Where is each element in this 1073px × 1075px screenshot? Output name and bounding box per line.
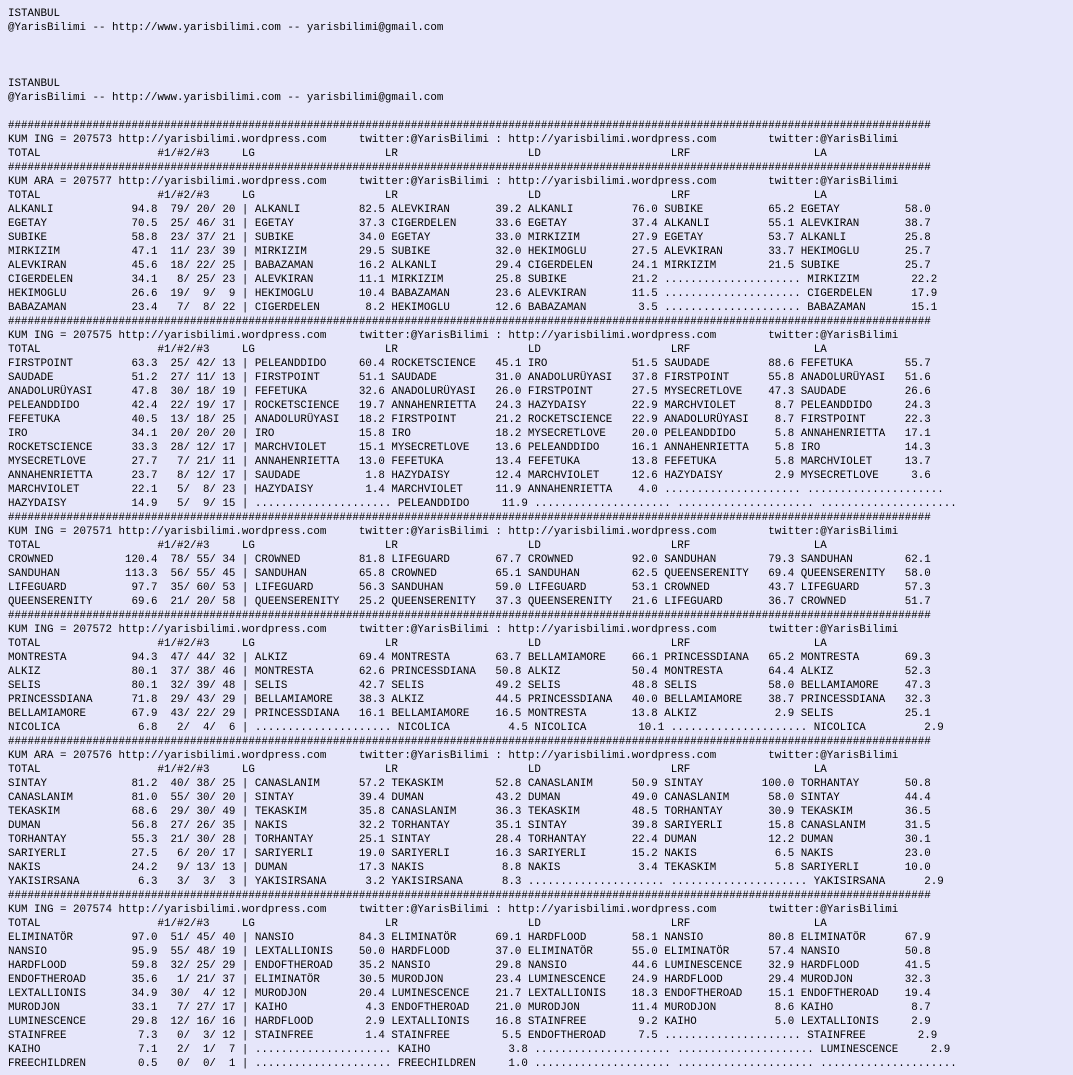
report-line: TORHANTAY 55.3 21/ 30/ 28 | TORHANTAY 25.1 SINTAY 28.4 TORHANTAY 22.4 DUMAN 12.2 DUMAN 30.1	[8, 834, 931, 846]
report-line: ALKANLI 94.8 79/ 20/ 20 | ALKANLI 82.5 ALEVKIRAN 39.2 ALKANLI 76.0 SUBIKE 65.2 EGETAY 58.0	[8, 204, 931, 216]
report-line: MYSECRETLOVE 27.7 7/ 21/ 11 | ANNAHENRIETTA 13.0 FEFETUKA 13.4 FEFETUKA 13.8 FEFETUKA 5.8 MARCHVIOLET 13.7	[8, 456, 931, 468]
report-line: ALKIZ 80.1 37/ 38/ 46 | MONTRESTA 62.6 PRINCESSDIANA 50.8 ALKIZ 50.4 MONTRESTA 64.4 ALKIZ 52.3	[8, 666, 931, 678]
report-line: SUBIKE 58.8 23/ 37/ 21 | SUBIKE 34.0 EGETAY 33.0 MIRKIZIM 27.9 EGETAY 53.7 ALKANLI 25.8	[8, 232, 931, 244]
report-line: KUM ING = 207575 http://yarisbilimi.wordpress.com twitter:@YarisBilimi : http://yarisbilimi.wordpress.com twitter:@YarisBilimi	[8, 330, 899, 342]
report-line: ##############################################################################################################################################	[8, 610, 931, 622]
report-line: SINTAY 81.2 40/ 38/ 25 | CANASLANIM 57.2 TEKASKIM 52.8 CANASLANIM 50.9 SINTAY 100.0 TORHANTAY 50.8	[8, 778, 931, 790]
report-line: FREECHILDREN 0.5 0/ 0/ 1 | ..................... FREECHILDREN 1.0 ..................... ..................... .....................	[8, 1058, 957, 1070]
report-line: ANNAHENRIETTA 23.7 8/ 12/ 17 | SAUDADE 1.8 HAZYDAISY 12.4 MARCHVIOLET 12.6 HAZYDAISY 2.9 MYSECRETLOVE 3.6	[8, 470, 931, 482]
report-line: TEKASKIM 68.6 29/ 30/ 49 | TEKASKIM 35.8 CANASLANIM 36.3 TEKASKIM 48.5 TORHANTAY 30.9 TEKASKIM 36.5	[8, 806, 931, 818]
report-line: ENDOFTHEROAD 35.6 1/ 21/ 37 | ELIMINATÖR 30.5 MURODJON 23.4 LUMINESCENCE 24.9 HARDFLOOD 29.4 MURODJON 32.3	[8, 974, 931, 986]
report-line: TOTAL #1/#2/#3 LG LR LD LRF LA	[8, 540, 827, 552]
report-line: TOTAL #1/#2/#3 LG LR LD LRF LA	[8, 148, 827, 160]
report-line: KUM ING = 207574 http://yarisbilimi.wordpress.com twitter:@YarisBilimi : http://yarisbilimi.wordpress.com twitter:@YarisBilimi	[8, 904, 899, 916]
report-line: ELIMINATÖR 97.0 51/ 45/ 40 | NANSIO 84.3 ELIMINATÖR 69.1 HARDFLOOD 58.1 NANSIO 80.8 ELIMINATÖR 67.9	[8, 932, 931, 944]
report-line: CIGERDELEN 34.1 8/ 25/ 23 | ALEVKIRAN 11.1 MIRKIZIM 25.8 SUBIKE 21.2 ..................... MIRKIZIM 22.2	[8, 274, 938, 286]
report-line	[8, 105, 1073, 119]
report-line: KUM ARA = 207576 http://yarisbilimi.wordpress.com twitter:@YarisBilimi : http://yarisbilimi.wordpress.com twitter:@YarisBilimi	[8, 750, 899, 762]
report-line	[8, 35, 1073, 49]
report-line: NANSIO 95.9 55/ 48/ 19 | LEXTALLIONIS 50.0 HARDFLOOD 37.0 ELIMINATÖR 55.0 ELIMINATÖR 57.4 NANSIO 50.8	[8, 946, 931, 958]
report-line: @YarisBilimi -- http://www.yarisbilimi.com -- yarisbilimi@gmail.com	[8, 92, 444, 104]
report-line	[8, 49, 1073, 63]
report-line: KUM ING = 207572 http://yarisbilimi.wordpress.com twitter:@YarisBilimi : http://yarisbilimi.wordpress.com twitter:@YarisBilimi	[8, 624, 899, 636]
report-line: ANADOLURÜYASI 47.8 30/ 18/ 19 | FEFETUKA 32.6 ANADOLURÜYASI 26.0 FIRSTPOINT 27.5 MYSECRETLOVE 47.3 SAUDADE 26.6	[8, 386, 931, 398]
report-line: CROWNED 120.4 78/ 55/ 34 | CROWNED 81.8 LIFEGUARD 67.7 CROWNED 92.0 SANDUHAN 79.3 SANDUHAN 62.1	[8, 554, 931, 566]
report-line: HEKIMOGLU 26.6 19/ 9/ 9 | HEKIMOGLU 10.4 BABAZAMAN 23.6 ALEVKIRAN 11.5 ..................... CIGERDELEN 17.9	[8, 288, 938, 300]
report-line: QUEENSERENITY 69.6 21/ 20/ 58 | QUEENSERENITY 25.2 QUEENSERENITY 37.3 QUEENSERENITY 21.6 LIFEGUARD 36.7 CROWNED 51.7	[8, 596, 931, 608]
report-line: ##############################################################################################################################################	[8, 890, 931, 902]
report-line: FIRSTPOINT 63.3 25/ 42/ 13 | PELEANDDIDO 60.4 ROCKETSCIENCE 45.1 IRO 51.5 SAUDADE 88.6 FEFETUKA 55.7	[8, 358, 931, 370]
report-line: BABAZAMAN 23.4 7/ 8/ 22 | CIGERDELEN 8.2 HEKIMOGLU 12.6 BABAZAMAN 3.5 ..................... BABAZAMAN 15.1	[8, 302, 938, 314]
report-line: SANDUHAN 113.3 56/ 55/ 45 | SANDUHAN 65.8 CROWNED 65.1 SANDUHAN 62.5 QUEENSERENITY 69.4 QUEENSERENITY 58.0	[8, 568, 931, 580]
report-line: LUMINESCENCE 29.8 12/ 16/ 16 | HARDFLOOD 2.9 LEXTALLIONIS 16.8 STAINFREE 9.2 KAIHO 5.0 LEXTALLIONIS 2.9	[8, 1016, 931, 1028]
report-line: TOTAL #1/#2/#3 LG LR LD LRF LA	[8, 190, 827, 202]
report-line: ISTANBUL	[8, 8, 60, 20]
report-line: TOTAL #1/#2/#3 LG LR LD LRF LA	[8, 918, 827, 930]
report-line: LIFEGUARD 97.7 35/ 60/ 53 | LIFEGUARD 56.3 SANDUHAN 59.0 LIFEGUARD 53.1 CROWNED 43.7 LIFEGUARD 57.3	[8, 582, 931, 594]
report-line: FEFETUKA 40.5 13/ 18/ 25 | ANADOLURÜYASI 18.2 FIRSTPOINT 21.2 ROCKETSCIENCE 22.9 ANADOLURÜYASI 8.7 FIRSTPOINT 22.3	[8, 414, 931, 426]
report-line: BELLAMIAMORE 67.9 43/ 22/ 29 | PRINCESSDIANA 16.1 BELLAMIAMORE 16.5 MONTRESTA 13.8 ALKIZ 2.9 SELIS 25.1	[8, 708, 931, 720]
report-line: YAKISIRSANA 6.3 3/ 3/ 3 | YAKISIRSANA 3.2 YAKISIRSANA 8.3 ..................... ..................... YAKISIRSANA 2.9	[8, 876, 944, 888]
report-line: KAIHO 7.1 2/ 1/ 7 | ..................... KAIHO 3.8 ..................... ..................... LUMINESCENCE 2.9	[8, 1044, 951, 1056]
report-line: ##############################################################################################################################################	[8, 512, 931, 524]
report-line: STAINFREE 7.3 0/ 3/ 12 | STAINFREE 1.4 STAINFREE 5.5 ENDOFTHEROAD 7.5 ..................... STAINFREE 2.9	[8, 1030, 938, 1042]
report-line: TOTAL #1/#2/#3 LG LR LD LRF LA	[8, 764, 827, 776]
report-line: MARCHVIOLET 22.1 5/ 8/ 23 | HAZYDAISY 1.4 MARCHVIOLET 11.9 ANNAHENRIETTA 4.0 ..................... .....................	[8, 484, 944, 496]
report-line: LEXTALLIONIS 34.9 30/ 4/ 12 | MURODJON 20.4 LUMINESCENCE 21.7 LEXTALLIONIS 18.3 ENDOFTHEROAD 15.1 ENDOFTHEROAD 19.4	[8, 988, 931, 1000]
report-line: IRO 34.1 20/ 20/ 20 | IRO 15.8 IRO 18.2 MYSECRETLOVE 20.0 PELEANDDIDO 5.8 ANNAHENRIETTA 17.1	[8, 428, 931, 440]
report-line: ##############################################################################################################################################	[8, 120, 931, 132]
report-line: MONTRESTA 94.3 47/ 44/ 32 | ALKIZ 69.4 MONTRESTA 63.7 BELLAMIAMORE 66.1 PRINCESSDIANA 65.2 MONTRESTA 69.3	[8, 652, 931, 664]
report-line: EGETAY 70.5 25/ 46/ 31 | EGETAY 37.3 CIGERDELEN 33.6 EGETAY 37.4 ALKANLI 55.1 ALEVKIRAN 38.7	[8, 218, 931, 230]
report-line: HARDFLOOD 59.8 32/ 25/ 29 | ENDOFTHEROAD 35.2 NANSIO 29.8 NANSIO 44.6 LUMINESCENCE 32.9 HARDFLOOD 41.5	[8, 960, 931, 972]
report-line: PRINCESSDIANA 71.8 29/ 43/ 29 | BELLAMIAMORE 38.3 ALKIZ 44.5 PRINCESSDIANA 40.0 BELLAMIAMORE 38.7 PRINCESSDIANA 32.3	[8, 694, 931, 706]
report-line: ##############################################################################################################################################	[8, 162, 931, 174]
report-line: SELIS 80.1 32/ 39/ 48 | SELIS 42.7 SELIS 49.2 SELIS 48.8 SELIS 58.0 BELLAMIAMORE 47.3	[8, 680, 931, 692]
report-line: @YarisBilimi -- http://www.yarisbilimi.com -- yarisbilimi@gmail.com	[8, 22, 444, 34]
report-line: KUM ARA = 207577 http://yarisbilimi.wordpress.com twitter:@YarisBilimi : http://yarisbilimi.wordpress.com twitter:@YarisBilimi	[8, 176, 899, 188]
report-line: TOTAL #1/#2/#3 LG LR LD LRF LA	[8, 344, 827, 356]
report-line: ALEVKIRAN 45.6 18/ 22/ 25 | BABAZAMAN 16.2 ALKANLI 29.4 CIGERDELEN 24.1 MIRKIZIM 21.5 SUBIKE 25.7	[8, 260, 931, 272]
report-line: ROCKETSCIENCE 33.3 28/ 12/ 17 | MARCHVIOLET 15.1 MYSECRETLOVE 13.6 PELEANDDIDO 16.1 ANNAHENRIETTA 5.8 IRO 14.3	[8, 442, 931, 454]
report-line: ##############################################################################################################################################	[8, 736, 931, 748]
report-line: KUM ING = 207571 http://yarisbilimi.wordpress.com twitter:@YarisBilimi : http://yarisbilimi.wordpress.com twitter:@YarisBilimi	[8, 526, 899, 538]
report-line: PELEANDDIDO 42.4 22/ 19/ 17 | ROCKETSCIENCE 19.7 ANNAHENRIETTA 24.3 HAZYDAISY 22.9 MARCHVIOLET 8.7 PELEANDDIDO 24.3	[8, 400, 931, 412]
report-line: HAZYDAISY 14.9 5/ 9/ 15 | ..................... PELEANDDIDO 11.9 ..................... ..................... .....................	[8, 498, 957, 510]
report-line: SARIYERLI 27.5 6/ 20/ 17 | SARIYERLI 19.0 SARIYERLI 16.3 SARIYERLI 15.2 NAKIS 6.5 NAKIS 23.0	[8, 848, 931, 860]
report-line: NAKIS 24.2 9/ 13/ 13 | DUMAN 17.3 NAKIS 8.8 NAKIS 3.4 TEKASKIM 5.8 SARIYERLI 10.0	[8, 862, 931, 874]
report-line: SAUDADE 51.2 27/ 11/ 13 | FIRSTPOINT 51.1 SAUDADE 31.0 ANADOLURÜYASI 37.8 FIRSTPOINT 55.8 ANADOLURÜYASI 51.6	[8, 372, 931, 384]
report-line: TOTAL #1/#2/#3 LG LR LD LRF LA	[8, 638, 827, 650]
report-line: NICOLICA 6.8 2/ 4/ 6 | ..................... NICOLICA 4.5 NICOLICA 10.1 ..................... NICOLICA 2.9	[8, 722, 944, 734]
report-line: KUM ING = 207573 http://yarisbilimi.wordpress.com twitter:@YarisBilimi : http://yarisbilimi.wordpress.com twitter:@YarisBilimi	[8, 134, 899, 146]
report-line: ##############################################################################################################################################	[8, 316, 931, 328]
report-line: ISTANBUL	[8, 78, 60, 90]
report-line: MURODJON 33.1 7/ 27/ 17 | KAIHO 4.3 ENDOFTHEROAD 21.0 MURODJON 11.4 MURODJON 8.6 KAIHO 8.7	[8, 1002, 931, 1014]
report-line: MIRKIZIM 47.1 11/ 23/ 39 | MIRKIZIM 29.5 SUBIKE 32.0 HEKIMOGLU 27.5 ALEVKIRAN 33.7 HEKIMOGLU 25.7	[8, 246, 931, 258]
report-line: DUMAN 56.8 27/ 26/ 35 | NAKIS 32.2 TORHANTAY 35.1 SINTAY 39.8 SARIYERLI 15.8 CANASLANIM 31.5	[8, 820, 931, 832]
report-line: CANASLANIM 81.0 55/ 30/ 20 | SINTAY 39.4 DUMAN 43.2 DUMAN 49.0 CANASLANIM 58.0 SINTAY 44.4	[8, 792, 931, 804]
report-line	[8, 63, 1073, 77]
